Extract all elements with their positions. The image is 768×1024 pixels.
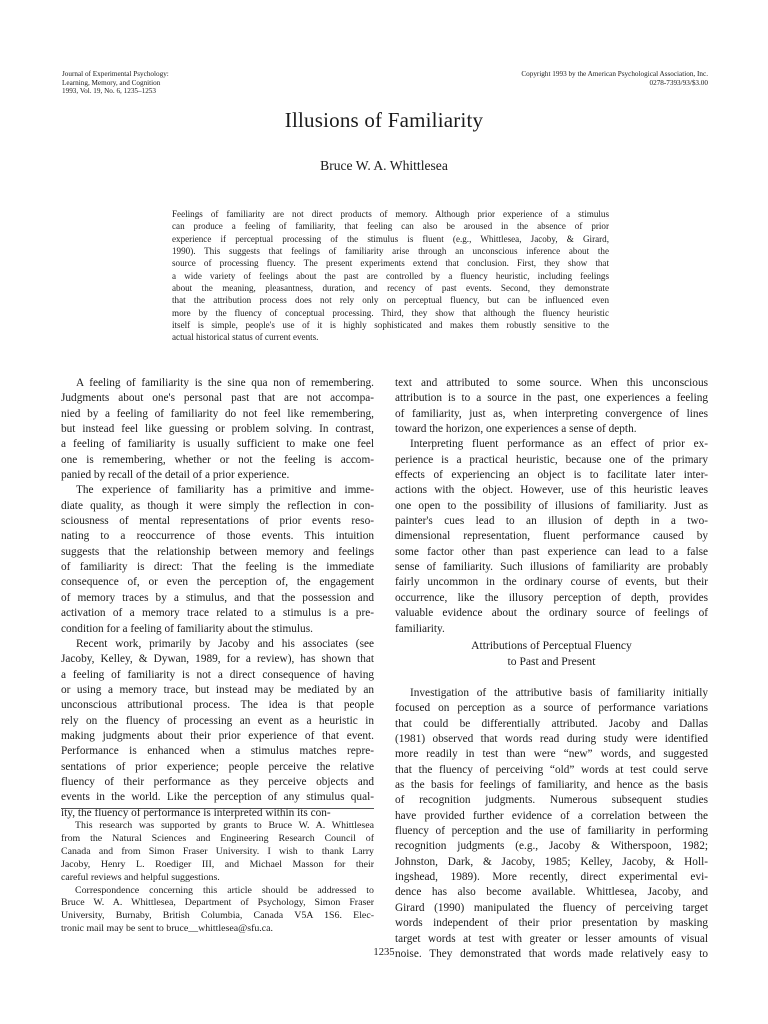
text-line: a wide variety of feelings about the past are controlled by a fluency heuristic, including feelings <box>172 270 609 281</box>
text-line: making judgments about their prior experience of that event. <box>61 729 374 742</box>
text-line: of memory traces by a stimulus, and that the possession and <box>61 591 374 604</box>
text-line: some factor other than past experience can lead to a false <box>395 545 708 558</box>
text-line: can produce a feeling of familiarity, that feeling can also be aroused in the absence of prior <box>172 221 609 232</box>
text-line: suggests that the relationship between memory and feelings <box>61 545 374 558</box>
text-line: sciousness of mental representations of prior events reso- <box>61 515 374 528</box>
text-line: fairly uncommon in the ordinary course of events, but their <box>395 576 708 589</box>
text-line: attribution is to a source in the past, one experiences a feeling <box>395 392 708 405</box>
text-line: Recent work, primarily by Jacoby and his associates (see <box>76 637 374 650</box>
text-line: activation of a memory trace related to a stimulus is a pre- <box>61 607 374 620</box>
text-line: recognition judgments (e.g., Jacoby & Witherspoon, 1982; <box>395 840 708 853</box>
text-line: that the fluency of perceiving “old” words at test could serve <box>395 763 708 776</box>
text-line: actions with the object. However, use of this heuristic leaves <box>395 484 708 497</box>
journal-line: Learning, Memory, and Cognition <box>62 78 161 87</box>
right-column-top <box>395 376 708 637</box>
text-line: a feeling of familiarity is not a direct consequence of having <box>61 668 374 681</box>
text-line: Investigation of the attributive basis of familiarity initially <box>410 687 708 699</box>
text-line: that could be differentially attributed. Jacoby and Dallas <box>395 717 708 730</box>
text-line: nating to a reoccurrence of those events. This intuition <box>61 530 374 543</box>
text-line: The experience of familiarity has a primitive and imme- <box>76 484 374 497</box>
text-line: focused on perception as a source of performance variations <box>395 702 708 715</box>
section-heading-line: Attributions of Perceptual Fluency <box>471 639 632 652</box>
text-line: ingshead, 1989). More recently, direct experimental evi- <box>395 871 708 884</box>
author-footnote <box>61 820 374 936</box>
text-line: consequence of, or even the perception of, the engagement <box>61 576 374 589</box>
text-line: Correspondence concerning this article should be addressed to <box>75 884 374 896</box>
copyright-notice <box>408 70 708 87</box>
text-line: about the meaning, pleasantness, duration, and recency of past events. Second, they demonstrate <box>172 283 609 294</box>
text-line: of familiarity, just as, when interpreting convergence of lines <box>395 407 708 420</box>
text-line: but instead feel like guessing or problem solving. In contrast, <box>61 423 374 436</box>
text-line: occurrence, like the illusory perception of depth, provides <box>395 591 708 604</box>
article-author: Bruce W. A. Whittlesea <box>320 158 448 173</box>
text-line: noise. They demonstrated that words made relatively easy to <box>395 947 708 960</box>
text-line: of familiarity is direct: That the feeling is the immediate <box>61 561 374 574</box>
text-line: one open to the possibility of illusions of familiarity. Just as <box>395 499 708 512</box>
text-line: This research was supported by grants to Bruce W. A. Whittlesea <box>75 820 374 831</box>
journal-line: 1993, Vol. 19, No. 6, 1235–1253 <box>62 87 156 96</box>
text-line: experience if perceptual processing of the stimulus is fluent (e.g., Whittlesea, Jacoby, & Girard, <box>172 233 609 244</box>
text-line: events in the world. Like the perception of any stimulus qual- <box>61 791 374 804</box>
text-line: nied by a feeling of familiarity do not feel like remembering, <box>61 407 374 420</box>
text-line: of recognition judgments. Numerous subsequent studies <box>395 794 708 807</box>
left-column <box>61 376 374 821</box>
text-line: have provided further evidence of a correlation between the <box>395 809 708 822</box>
text-line: Interpreting fluent performance as an effect of prior ex- <box>410 438 708 451</box>
text-line: that the attribution process does not rely only on perceptual fluency, but can be influenced even <box>172 295 609 306</box>
text-line: effects of experiencing an object is to facilitate later inter- <box>395 469 708 482</box>
text-line: one is remembering, whether or not the feeling is accom- <box>61 453 374 466</box>
text-line: words independent of their prior presentation by masking <box>395 917 708 930</box>
journal-line: Journal of Experimental Psychology: <box>62 70 169 78</box>
page-number: 1235 <box>373 947 395 958</box>
copyright-line: Copyright 1993 by the American Psychological Association, Inc. <box>521 70 708 78</box>
text-line: dimensional representation, fluent performance caused by <box>395 530 708 543</box>
text-line: Feelings of familiarity are not direct products of memory. Although prior experience of a stimulus <box>172 209 609 219</box>
text-line: source of processing fluency. The present experiments extend that conclusion. First, they show that <box>172 258 609 269</box>
text-line: Performance is enhanced when a stimulus matches repre- <box>61 745 374 758</box>
text-line: Girard (1990) manipulated the fluency of perceiving target <box>395 901 708 914</box>
text-line: Bruce W. A. Whittlesea, Department of Psychology, Simon Fraser <box>61 897 374 909</box>
text-line: Canada and from Simon Fraser University. I wish to thank Larry <box>61 845 374 857</box>
text-line: condition for a feeling of familiarity about the stimulus. <box>61 622 313 635</box>
footnote-divider <box>61 808 374 809</box>
text-line: unconscious attributional process. The idea is that people <box>61 699 374 712</box>
text-line: tronic mail may be sent to bruce__whittlesea@sfu.ca. <box>61 923 274 935</box>
text-line: fluency of their performance as they perceive objects and <box>61 775 374 788</box>
text-line: more by the fluency of conceptual processing. Third, they show that although the fluency heuristic <box>172 307 609 318</box>
text-line: or using a memory trace, but instead may be mediated by an <box>61 683 374 696</box>
text-line: rely on the fluency of processing an event as a heuristic in <box>61 714 374 727</box>
text-line: text and attributed to some source. When this unconscious <box>395 377 708 389</box>
text-line: painter's cues lead to an illusion of depth in a two- <box>395 515 708 528</box>
text-line: perience is a practical heuristic, because one of the primary <box>395 453 708 466</box>
text-line: actual historical status of current events. <box>172 332 319 343</box>
text-line: 1990). This suggests that feelings of familiarity arise through an unconscious inference about the <box>172 246 609 257</box>
text-line: target words at test with greater or lesser amounts of visual <box>395 932 708 945</box>
text-line: sentations of prior experience; people perceive the relative <box>61 760 374 773</box>
text-line: sense of familiarity. Such illusions of familiarity are probably <box>395 561 708 574</box>
text-line: panied by recall of the detail of a prior experience. <box>61 469 290 482</box>
article-title: Illusions of Familiarity <box>284 108 484 132</box>
text-line: fluency of perception and the use of familiarity in performing <box>395 825 708 838</box>
text-line: dence has also become available. Whittlesea, Jacoby, and <box>395 886 708 899</box>
text-line: a feeling of familiarity is usually sufficient to make one feel <box>61 438 374 451</box>
abstract <box>172 208 609 344</box>
text-line: (1981) observed that words read during study were identified <box>395 733 708 746</box>
text-line: diate quality, as though it were simply the reflection in con- <box>61 499 374 512</box>
text-line: University, Burnaby, British Columbia, Canada V5A 1S6. Elec- <box>61 910 374 922</box>
section-heading-line: to Past and Present <box>507 655 596 668</box>
text-line: toward the horizon, one experiences a sense of depth. <box>395 423 637 436</box>
text-line: Judgments about one's personal past that are not accompa- <box>61 392 374 405</box>
text-line: itself is simple, people's use of it is highly sophisticated and makes them robustly sensitive to the <box>172 320 609 331</box>
text-line: careful reviews and helpful suggestions. <box>61 871 220 883</box>
text-line: ity, the fluency of performance is interpreted within its con- <box>61 806 331 819</box>
journal-citation <box>62 70 322 96</box>
text-line: valuable evidence about the ordinary source of feelings of <box>395 607 708 620</box>
text-line: as the basis for feelings of familiarity, and hence as the basis <box>395 779 708 792</box>
text-line: A feeling of familiarity is the sine qua non of remembering. <box>76 377 374 389</box>
copyright-line: 0278-7393/93/$3.00 <box>649 78 708 87</box>
section-heading <box>395 638 708 670</box>
right-column-bottom <box>395 686 708 962</box>
text-line: familiarity. <box>395 622 445 635</box>
text-line: from the Natural Sciences and Engineering Research Council of <box>61 832 374 844</box>
text-line: Jacoby, Henry L. Roediger III, and Michael Masson for their <box>61 858 374 870</box>
text-line: Johnston, Dark, & Jacoby, 1985; Kelley, Jacoby, & Holl- <box>395 855 708 868</box>
text-line: Jacoby, Kelley, & Dywan, 1989, for a review), has shown that <box>61 653 374 666</box>
text-line: more readily in test than were “new” words, and suggested <box>395 748 708 761</box>
